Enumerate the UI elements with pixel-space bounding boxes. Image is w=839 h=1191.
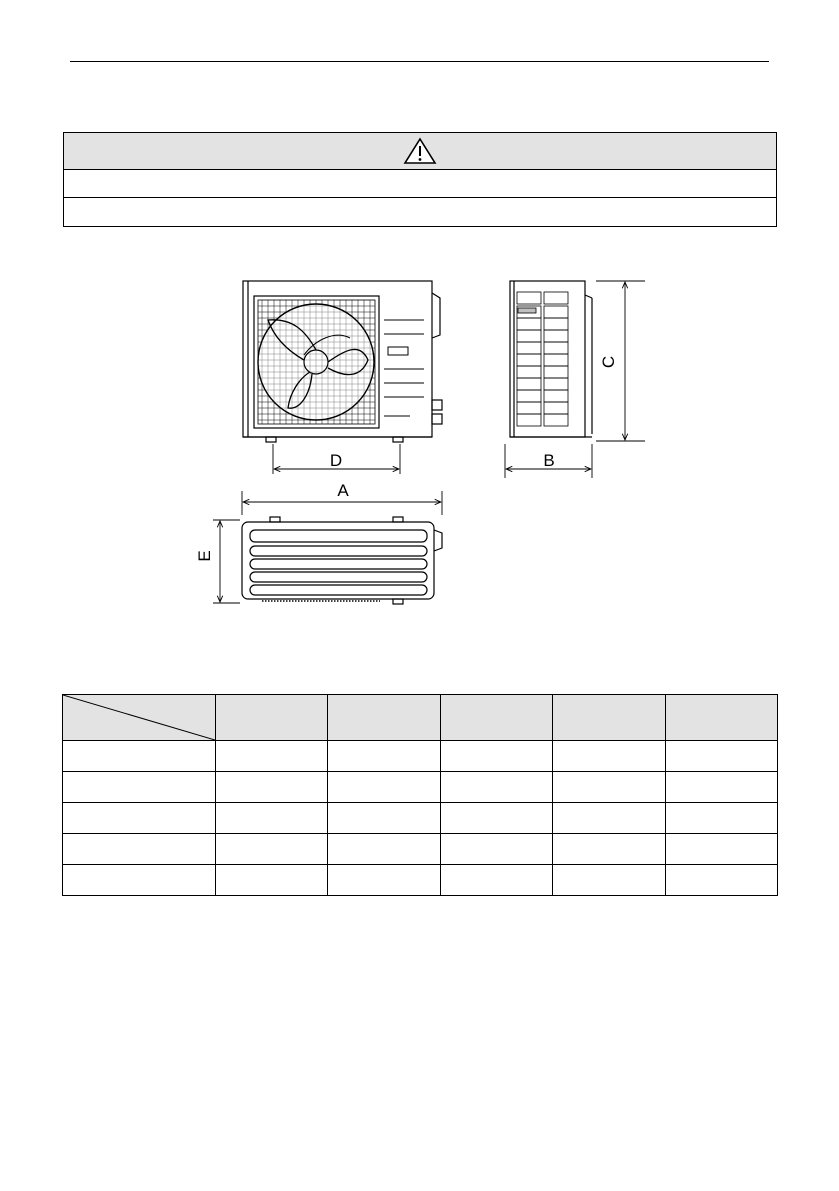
dimension-label-d: D <box>329 451 343 470</box>
table-cell <box>328 803 440 834</box>
table-row <box>63 741 778 772</box>
table-header-row <box>63 695 778 741</box>
table-cell <box>665 772 777 803</box>
corner-diagonal <box>63 695 215 740</box>
table-cell <box>216 741 328 772</box>
table-row <box>63 834 778 865</box>
table-cell <box>216 803 328 834</box>
front-view <box>243 281 442 442</box>
column-header <box>665 695 777 741</box>
table-cell <box>665 834 777 865</box>
row-label <box>63 865 216 896</box>
side-view <box>510 281 592 437</box>
dimension-label-b: B <box>543 451 555 470</box>
column-header <box>553 695 665 741</box>
table-row <box>63 865 778 896</box>
row-label <box>63 834 216 865</box>
row-label <box>63 741 216 772</box>
table-cell <box>440 741 552 772</box>
table-cell <box>553 772 665 803</box>
table-cell <box>216 865 328 896</box>
row-label <box>63 803 216 834</box>
table-cell <box>665 741 777 772</box>
table-corner-cell <box>63 695 216 741</box>
row-label <box>63 772 216 803</box>
table-cell <box>553 865 665 896</box>
dimension-label-e: E <box>195 550 214 562</box>
table-cell <box>328 772 440 803</box>
table-cell <box>216 834 328 865</box>
column-header <box>328 695 440 741</box>
table-cell <box>665 803 777 834</box>
table-cell <box>440 834 552 865</box>
column-header <box>216 695 328 741</box>
table-cell <box>440 803 552 834</box>
table-cell <box>440 865 552 896</box>
table-cell <box>216 772 328 803</box>
table-cell <box>440 772 552 803</box>
table-row <box>63 772 778 803</box>
dimensions-table <box>62 694 778 896</box>
table-cell <box>328 834 440 865</box>
top-view <box>242 517 442 604</box>
table-row <box>63 803 778 834</box>
table-cell <box>553 741 665 772</box>
table-cell <box>553 834 665 865</box>
dimension-label-a: A <box>337 481 349 500</box>
table-cell <box>665 865 777 896</box>
dimension-label-c: C <box>599 355 618 369</box>
table-cell <box>328 865 440 896</box>
table-cell <box>553 803 665 834</box>
column-header <box>440 695 552 741</box>
table-cell <box>328 741 440 772</box>
